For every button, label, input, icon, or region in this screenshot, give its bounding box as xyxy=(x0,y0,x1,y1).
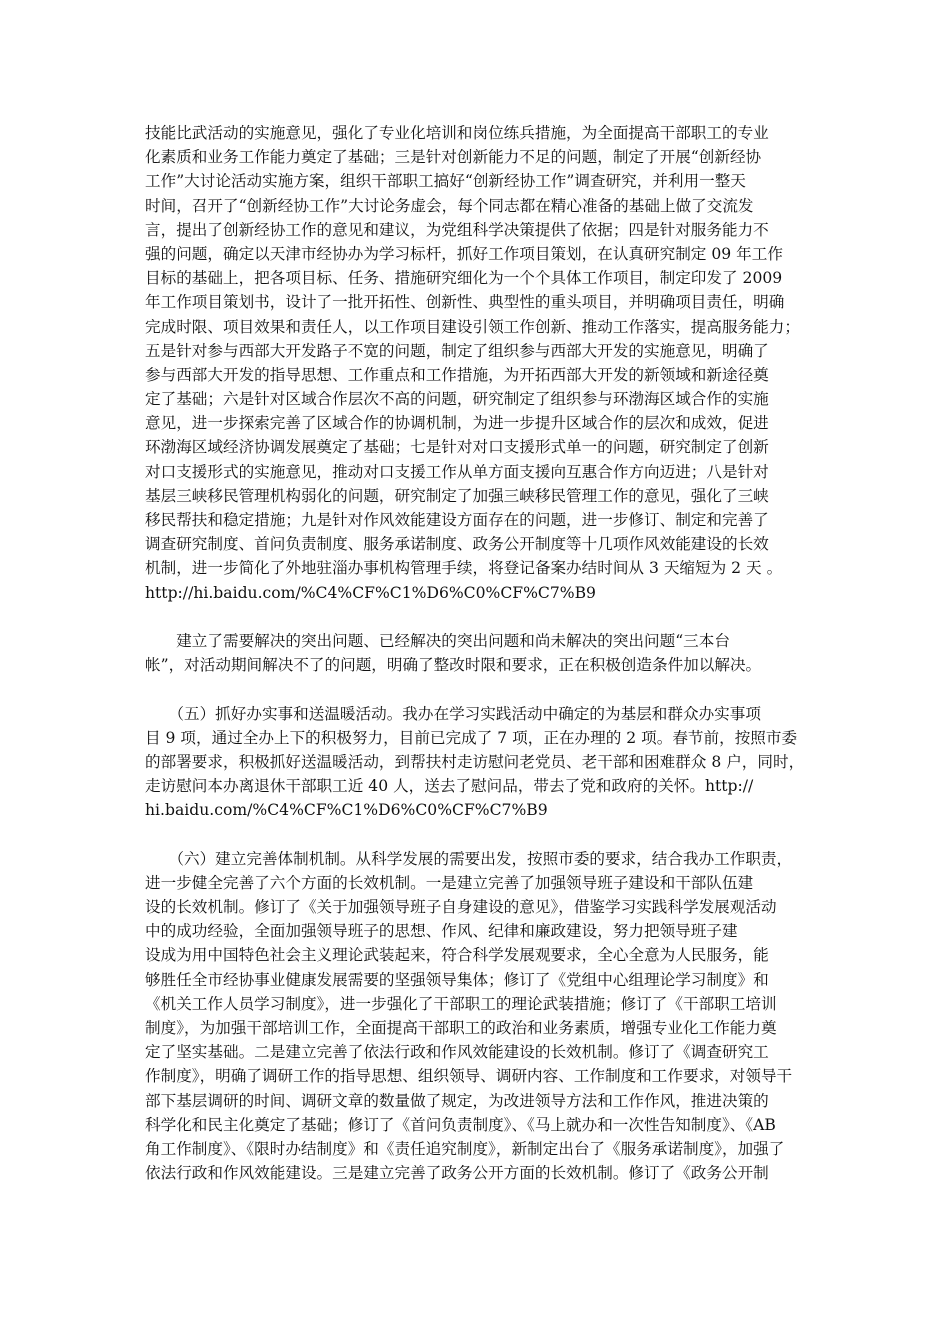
paragraph-2 xyxy=(145,629,815,677)
text-line: 对口支援形式的实施意见，推动对口支援工作从单方面支援向互惠合作方向迈进；八是针对 xyxy=(145,462,769,481)
text-line: 完成时限、项目效果和责任人，以工作项目建设引领工作创新、推动工作落实，提高服务能力； xyxy=(145,317,800,336)
text-line: 化素质和业务工作能力奠定了基础；三是针对创新能力不足的问题，制定了开展“创新经协 xyxy=(145,148,762,167)
text-line: 《机关工作人员学习制度》，进一步强化了干部职工的理论武装措施；修订了《干部职工培训 xyxy=(145,994,777,1013)
text-line: （五）抓好办实事和送温暖活动。我办在学习实践活动中确定的为基层和群众办实事项 xyxy=(145,704,761,723)
text-line: 意见，进一步探索完善了区域合作的协调机制，为进一步提升区域合作的层次和成效，促进 xyxy=(145,414,769,433)
text-line: 时间，召开了“创新经协工作”大讨论务虚会，每个同志都在精心准备的基础上做了交流发 xyxy=(145,196,754,215)
text-line: 设成为用中国特色社会主义理论武装起来，符合科学发展观要求，全心全意为人民服务，能 xyxy=(145,946,769,965)
text-line: 帐”，对活动期间解决不了的问题，明确了整改时限和要求，正在积极创造条件加以解决。 xyxy=(145,656,762,675)
text-line: 走访慰问本办离退休干部职工近 40 人，送去了慰问品，带去了党和政府的关怀。http:// xyxy=(145,777,754,796)
document-page xyxy=(145,121,815,1185)
text-line: 年工作项目策划书，设计了一批开拓性、创新性、典型性的重头项目，并明确项目责任，明确 xyxy=(145,293,785,312)
text-line: 基层三峡移民管理机构弱化的问题，研究制定了加强三峡移民管理工作的意见，强化了三峡 xyxy=(145,486,769,505)
text-line: 移民帮扶和稳定措施；九是针对作风效能建设方面存在的问题，进一步修订、制定和完善了 xyxy=(145,511,769,529)
text-line: 定了坚实基础。二是建立完善了依法行政和作风效能建设的长效机制。修订了《调查研究工 xyxy=(145,1043,769,1062)
paragraph-gap xyxy=(145,822,815,846)
text-line: 作制度》，明确了调研工作的指导思想、组织领导、调研内容、工作制度和工作要求，对领导干 xyxy=(145,1067,793,1086)
text-line: 进一步健全完善了六个方面的长效机制。一是建立完善了加强领导班子建设和干部队伍建 xyxy=(145,873,754,892)
text-line: 强的问题，确定以天津市经协办为学习标杆，抓好工作项目策划，在认真研究制定 09 年工作 xyxy=(145,244,783,263)
text-line: 设的长效机制。修订了《关于加强领导班子自身建设的意见》，借鉴学习实践科学发展观活动 xyxy=(145,898,777,916)
paragraph-gap xyxy=(145,677,815,701)
text-line: （六）建立完善体制机制。从科学发展的需要出发，按照市委的要求，结合我办工作职责， xyxy=(145,849,793,868)
text-line: 制度》，为加强干部培训工作，全面提高干部职工的政治和业务素质，增强专业化工作能力奠 xyxy=(145,1018,777,1037)
text-line: 五是针对参与西部大开发路子不宽的问题，制定了组织参与西部大开发的实施意见，明确了 xyxy=(145,341,769,360)
text-line: 角工作制度》、《限时办结制度》和《责任追究制度》，新制定出台了《服务承诺制度》，加强了 xyxy=(145,1139,785,1158)
text-line: 的部署要求，积极抓好送温暖活动，到帮扶村走访慰问老党员、老干部和困难群众 8 户，同时， xyxy=(145,752,805,771)
url-text: hi.baidu.com/%C4%CF%C1%D6%C0%CF%C7%B9 xyxy=(145,801,548,820)
text-line: 建立了需要解决的突出问题、已经解决的突出问题和尚未解决的突出问题“三本台 xyxy=(145,631,730,650)
text-line: 调查研究制度、首问负责制度、服务承诺制度、政务公开制度等十几项作风效能建设的长效 xyxy=(145,535,769,554)
text-line: 技能比武活动的实施意见，强化了专业化培训和岗位练兵措施，为全面提高干部职工的专业 xyxy=(145,124,769,142)
text-line: 依法行政和作风效能建设。三是建立完善了政务公开方面的长效机制。修订了《政务公开制 xyxy=(145,1164,769,1183)
paragraph-1 xyxy=(145,121,815,605)
text-line: 目 9 项，通过全办上下的积极努力，目前已完成了 7 项，正在办理的 2 项。春节前，按照市委 xyxy=(145,728,798,747)
text-line: 参与西部大开发的指导思想、工作重点和工作措施，为开拓西部大开发的新领域和新途径奠 xyxy=(145,365,769,384)
text-line: 目标的基础上，把各项目标、任务、措施研究细化为一个个具体工作项目，制定印发了 2009 xyxy=(145,269,783,288)
text-line: 够胜任全市经协事业健康发展需要的坚强领导集体；修订了《党组中心组理论学习制度》和 xyxy=(145,970,769,989)
paragraph-4 xyxy=(145,847,815,1186)
text-line: 中的成功经验，全面加强领导班子的思想、作风、纪律和廉政建设，努力把领导班子建 xyxy=(145,922,738,941)
text-line: 工作”大讨论活动实施方案，组织干部职工搞好“创新经协工作”调查研究，并利用一整天 xyxy=(145,172,746,191)
text-line: 定了基础；六是针对区域合作层次不高的问题，研究制定了组织参与环渤海区域合作的实施 xyxy=(145,390,769,409)
text-line: 环渤海区域经济协调发展奠定了基础；七是针对对口支援形式单一的问题，研究制定了创新 xyxy=(145,438,769,457)
text-line: 机制，进一步简化了外地驻淄办事机构管理手续，将登记备案办结时间从 3 天缩短为 2 天 。 xyxy=(145,559,783,578)
text-line: 部下基层调研的时间、调研文章的数量做了规定，为改进领导方法和工作作风，推进决策的 xyxy=(145,1091,769,1110)
paragraph-gap xyxy=(145,605,815,629)
url-text: http://hi.baidu.com/%C4%CF%C1%D6%C0%CF%C7%B9 xyxy=(145,583,596,602)
paragraph-3 xyxy=(145,702,815,823)
text-line: 科学化和民主化奠定了基础；修订了《首问负责制度》、《马上就办和一次性告知制度》、《AB xyxy=(145,1115,776,1134)
text-line: 言，提出了创新经协工作的意见和建议，为党组科学决策提供了依据；四是针对服务能力不 xyxy=(145,220,769,239)
